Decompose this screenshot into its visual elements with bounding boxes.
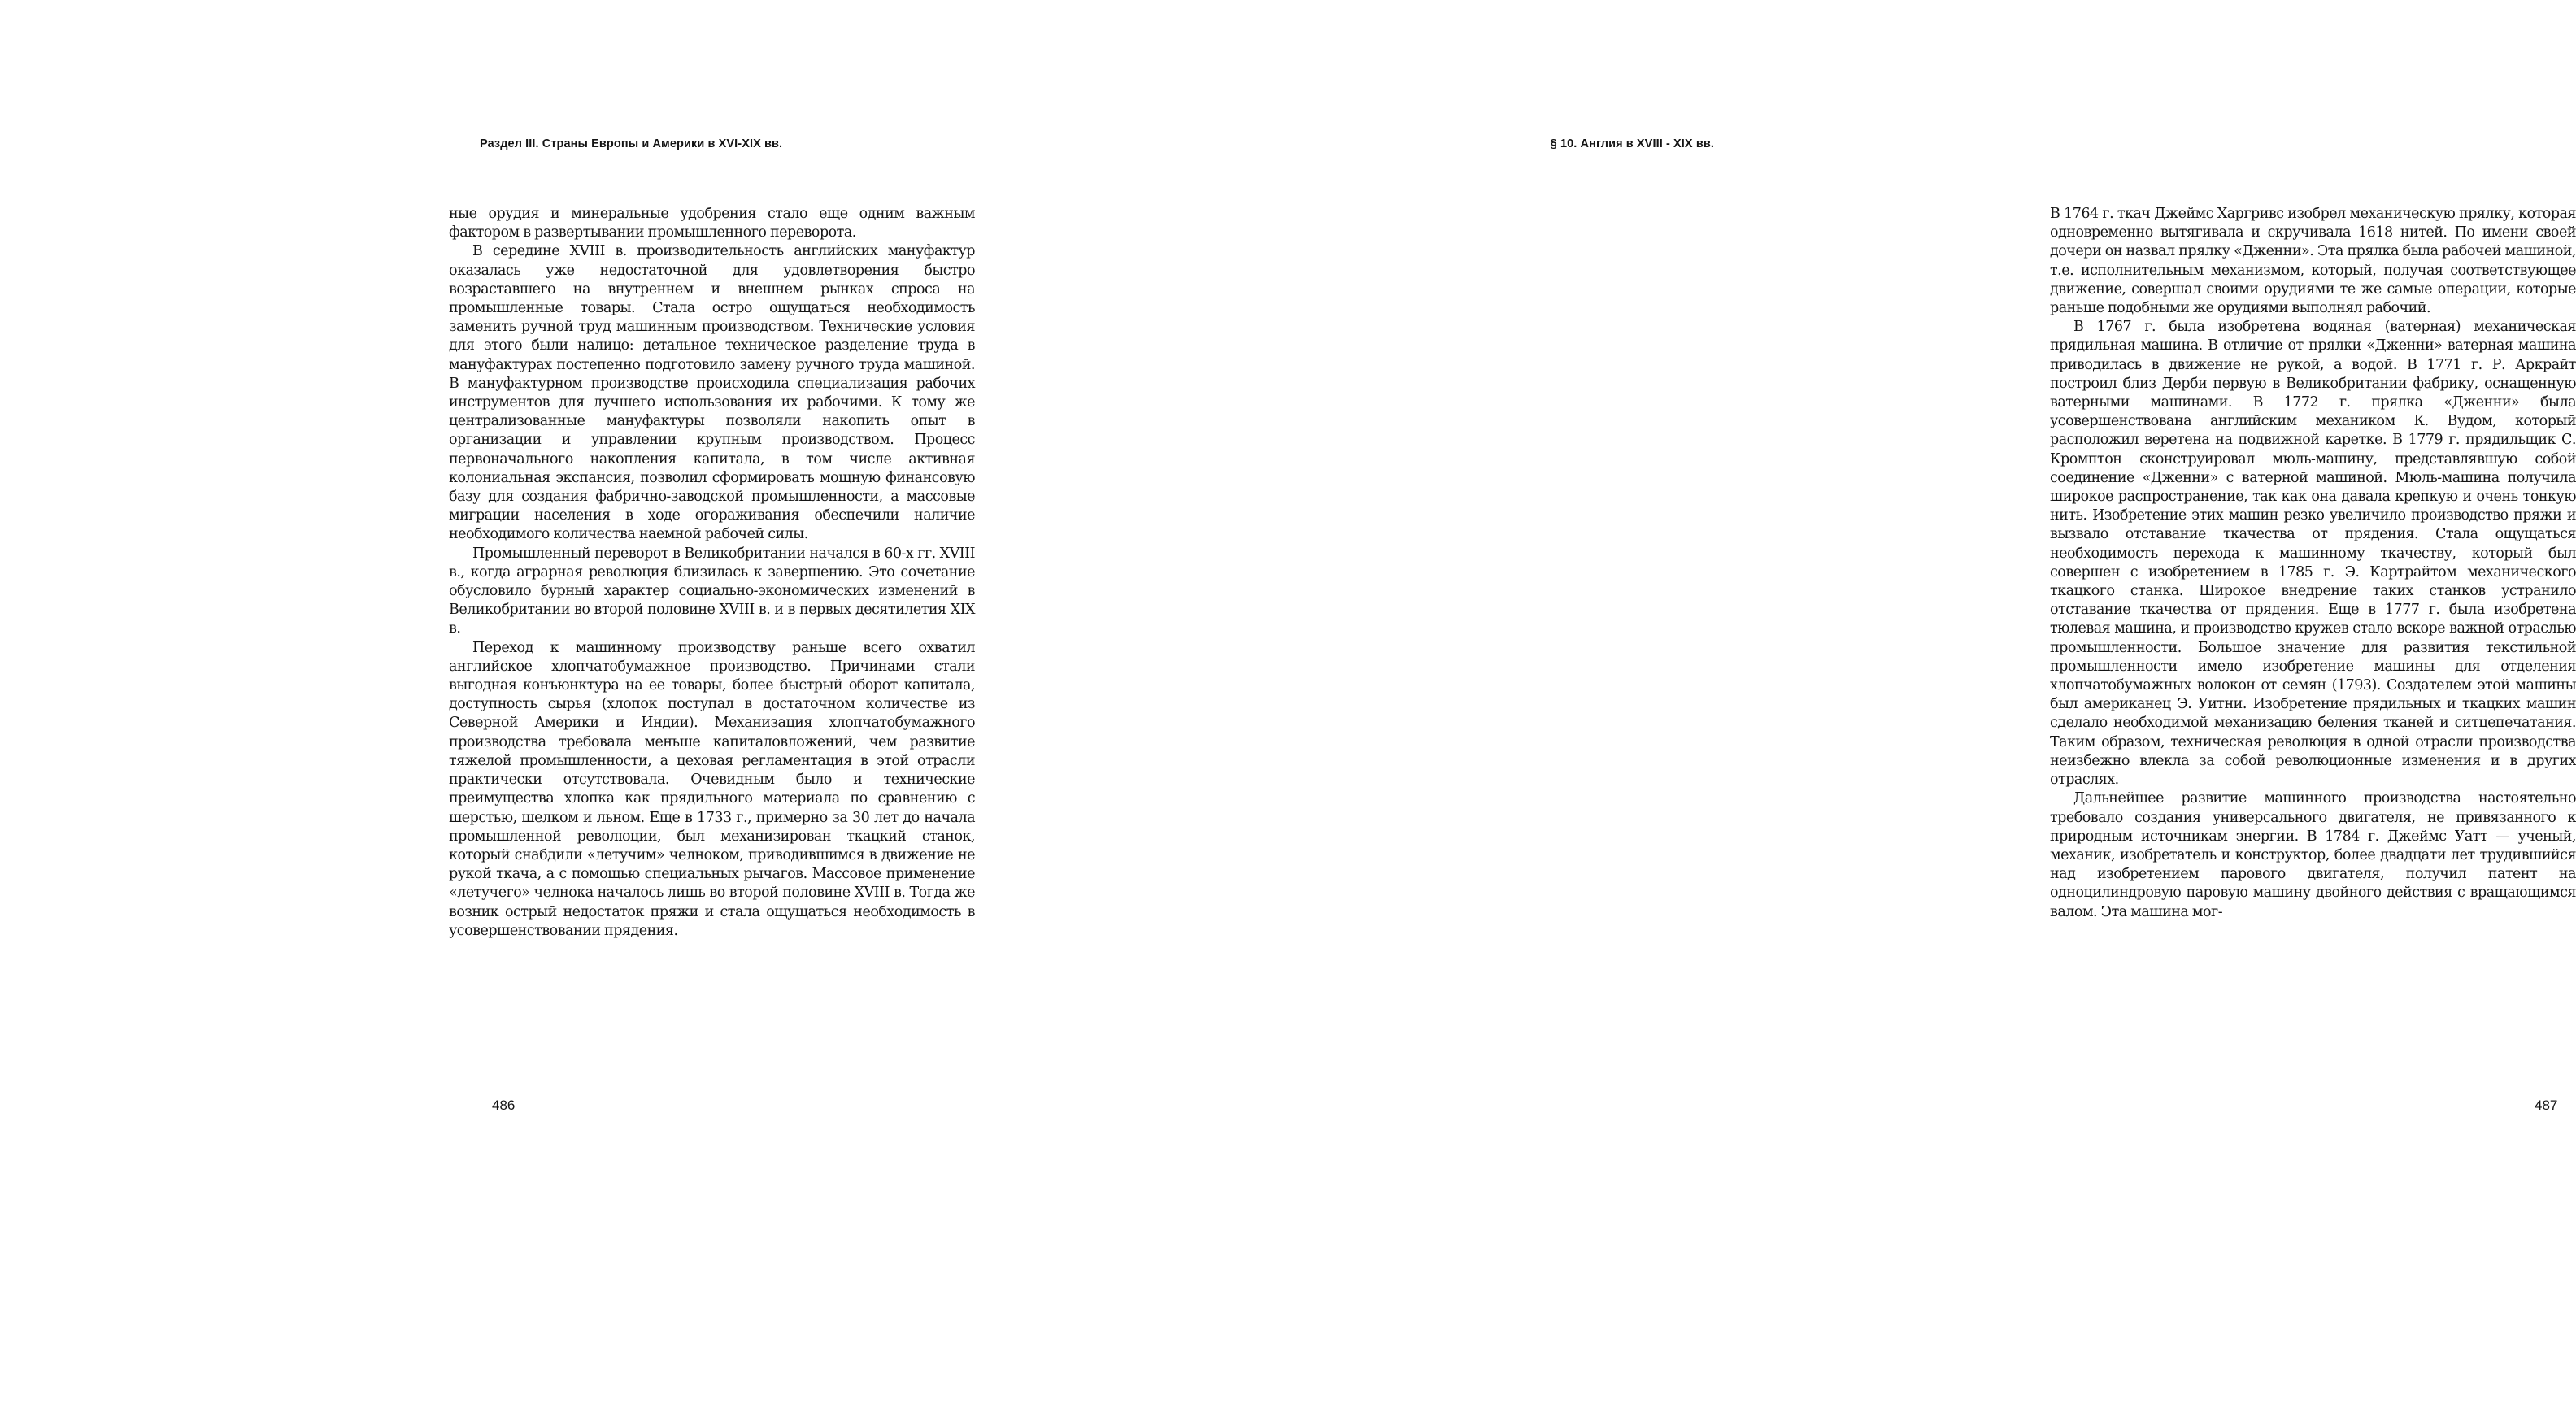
left-paragraph-4: Переход к машинному производству раньше всего охватил английское хлопчатобумажное производство. Причинами стали выгодная конъюнктура на ее товары, более быстрый оборот капитала, доступность сырья (хлопок поступал в достаточном количестве из Северной Америки и Индии). Механизация хлопчатобумажного производства требовала меньше капиталовложений, чем развитие тяжелой промышленности, а цеховая регламентация в этой отрасли практически отсутствовала. Очевидным было и технические преимущества хлопка как прядильного материала по сравнению с шерстью, шелком и льном. Еще в 1733 г., примерно за 30 лет до начала промышленной революции, был механизирован ткацкий станок, который снабдили «летучим» челноком, приводившимся в движение не рукой ткача, а с помощью специальных рычагов. Массовое применение «летучего» челнока началось лишь во второй половине XVIII в. Тогда же возник острый недостаток пряжи и стала ощущаться необходимость в усовершенствовании прядения.: [449, 639, 975, 939]
right-text-column: [2050, 205, 2576, 922]
left-paragraph-1: ные орудия и минеральные удобрения стало еще одним важным фактором в развертывании промышленного переворота.: [449, 206, 975, 241]
left-paragraph-2: В середине XVIII в. производительность английских мануфактур оказалась уже недостаточной для удовлетворения быстро возраставшего на внутреннем и внешнем рынках спроса на промышленные товары. Стала остро ощущаться необходимость заменить ручной труд машинным производством. Технические условия для этого были налицо: детальное техническое разделение труда в мануфактурах постепенно подготовило замену ручного труда машиной. В мануфактурном производстве происходила специализация рабочих инструментов для лучшего использования их рабочими. К тому же централизованные мануфактуры позволяли накопить опыт в организации и управлении крупным производством. Процесс первоначального накопления капитала, в том числе активная колониальная экспансия, позволил сформировать мощную финансовую базу для создания фабрично-заводской промышленности, а массовые миграции населения в ходе огораживания обеспечили наличие необходимого количества наемной рабочей силы.: [449, 243, 975, 543]
left-running-head: Раздел III. Страны Европы и Америки в XVI-XIX вв.: [480, 137, 783, 150]
right-paragraph-1: В 1764 г. ткач Джеймс Харгривс изобрел механическую прялку, которая одновременно вытягивала и скручивала 1618 нитей. По имени своей дочери он назвал прялку «Дженни». Эта прялка была рабочей машиной, т.е. исполнительным механизмом, который, получая соответствующее движение, совершал своими орудиями те же самые операции, которые раньше подобными же орудиями выполнял рабочий.: [2050, 206, 2576, 317]
right-paragraph-2: В 1767 г. была изобретена водяная (ватерная) механическая прядильная машина. В отличие от прялки «Дженни» ватерная машина приводилась в движение не рукой, а водой. В 1771 г. Р. Аркрайт построил близ Дерби первую в Великобритании фабрику, оснащенную ватерными машинами. В 1772 г. прялка «Дженни» была усовершенствована английским механиком К. Вудом, который расположил веретена на подвижной каретке. В 1779 г. прядильщик С. Кромптон сконструировал мюль-машину, представлявшую собой соединение «Дженни» с ватерной машиной. Мюль-машина получила широкое распространение, так как она давала крепкую и очень тонкую нить. Изобретение этих машин резко увеличило производство пряжи и вызвало отставание ткачества от прядения. Стала ощущаться необходимость перехода к машинному ткачеству, который был совершен с изобретением в 1785 г. Э. Картрайтом механического ткацкого станка. Широкое внедрение таких станков устранило отставание ткачества от прядения. Еще в 1777 г. была изобретена тюлевая машина, и производство кружев стало вскоре важной отраслью промышленности. Большое значение для развития текстильной промышленности имело изобретение машины для отделения хлопчатобумажных волокон от семян (1793). Создателем этой машины был американец Э. Уитни. Изобретение прядильных и ткацких машин сделало необходимой механизацию беления тканей и ситцепечатания. Таким образом, техническая революция в одной отрасли производства неизбежно влекла за собой революционные изменения и в других отраслях.: [2050, 319, 2576, 789]
right-page-number: 487: [2535, 1098, 2558, 1113]
right-paragraph-3: Дальнейшее развитие машинного производства настоятельно требовало создания универсального двигателя, не привязанного к природным источникам энергии. В 1784 г. Джеймс Уатт — ученый, механик, изобретатель и конструктор, более двадцати лет трудившийся над изобретением парового двигателя, получил патент на одноцилиндровую паровую машину двойного действия с вращающимся валом. Эта машина мог-: [2050, 790, 2576, 920]
right-running-head: § 10. Англия в XVIII - XIX вв.: [1550, 137, 1714, 150]
left-page-number: 486: [492, 1098, 516, 1113]
left-page: [0, 0, 1008, 1426]
left-paragraph-3: Промышленный переворот в Великобритании начался в 60-х гг. XVIII в., когда аграрная революция близилась к завершению. Это сочетание обусловило бурный характер социально-экономических изменений в Великобритании во второй половине XVIII в. и в первых десятилетия XIX в.: [449, 545, 975, 637]
left-text-column: [449, 205, 975, 941]
right-page: [1008, 0, 2576, 1426]
